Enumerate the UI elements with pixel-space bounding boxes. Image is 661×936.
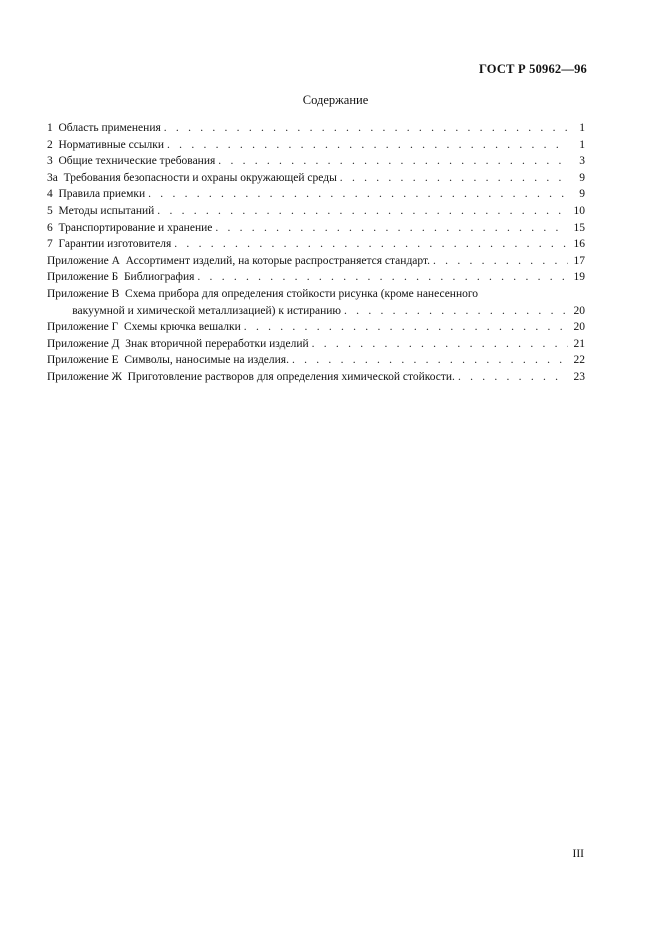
- toc-item[interactable]: [47, 220, 585, 237]
- toc-item-title: Область применения: [58, 122, 161, 134]
- toc-item-page: 17: [573, 254, 585, 267]
- toc-leader-dots: [458, 369, 568, 386]
- toc-item-title: Библиография: [123, 271, 195, 284]
- toc-item[interactable]: [47, 120, 585, 137]
- toc-item-number: 5: [47, 204, 53, 217]
- toc-item-number: Приложение Е: [47, 354, 119, 367]
- toc-item-title: Схемы крючка вешалки: [124, 321, 241, 334]
- toc-item-title: Методы испытаний: [58, 204, 155, 217]
- toc-leader-dots: [157, 203, 568, 220]
- toc-item-number: 2: [47, 138, 53, 151]
- toc-item-number: Приложение Г: [47, 321, 119, 334]
- toc-item-number: Приложение А: [47, 254, 120, 267]
- toc-item[interactable]: [47, 153, 585, 170]
- toc-leader-dots: [312, 336, 568, 353]
- toc-item-number: Приложение Д: [47, 337, 120, 350]
- toc-leader-dots: [148, 186, 568, 203]
- toc-item-number: 1: [47, 122, 53, 134]
- toc-item-page: 20: [573, 304, 585, 317]
- toc-leader-dots: [197, 269, 568, 286]
- toc-leader-dots: [244, 319, 568, 336]
- toc-item-number: 4: [47, 188, 53, 201]
- toc-item-title: Знак вторичной переработки изделий: [125, 337, 309, 350]
- toc-item-page: 9: [579, 171, 585, 184]
- toc-leader-dots: [167, 137, 568, 154]
- toc-item-title: Символы, наносимые на изделия.: [124, 354, 289, 367]
- toc-item-continuation[interactable]: [47, 303, 585, 320]
- toc-leader-dots: [164, 120, 568, 137]
- page-number: III: [572, 848, 584, 860]
- toc-item[interactable]: [47, 137, 585, 154]
- toc-item[interactable]: [47, 369, 585, 386]
- toc-item-page: 1: [579, 122, 585, 134]
- toc-item[interactable]: [47, 253, 585, 270]
- toc-item-page: 23: [573, 370, 585, 383]
- toc-item[interactable]: [47, 336, 585, 353]
- toc-item-title: Нормативные ссылки: [58, 138, 165, 151]
- toc-item-number: 3: [47, 155, 53, 168]
- toc-item[interactable]: [47, 352, 585, 369]
- toc-leader-dots: [218, 153, 568, 170]
- toc-item[interactable]: [47, 186, 585, 203]
- toc-item-number: Приложение Б: [47, 271, 119, 284]
- toc-item-title: Общие технические требования: [58, 155, 216, 168]
- toc-leader-dots: [433, 253, 568, 270]
- toc-title: Содержание: [302, 93, 369, 107]
- toc-item-title: Транспортирование и хранение: [58, 221, 213, 234]
- toc-item-title: Правила приемки: [58, 188, 146, 201]
- toc-leader-dots: [340, 170, 568, 187]
- toc-leader-dots: [292, 352, 568, 369]
- toc-item-number: Приложение В: [47, 287, 120, 300]
- toc-item-page: 21: [573, 337, 585, 350]
- toc-item[interactable]: [47, 203, 585, 220]
- toc-item-title: Ассортимент изделий, на которые распространяется стандарт.: [125, 254, 431, 267]
- toc-item-page: 1: [579, 138, 585, 151]
- toc-leader-dots: [174, 236, 568, 253]
- toc-item-page: 10: [573, 204, 585, 217]
- toc-leader-dots: [215, 220, 568, 237]
- toc-item-page: 3: [579, 155, 585, 168]
- toc-item[interactable]: [47, 319, 585, 336]
- toc-item-page: 16: [573, 238, 585, 251]
- toc-item-title: Схема прибора для определения стойкости рисунка (кроме нанесенного: [125, 287, 479, 300]
- toc-item-title: Гарантии изготовителя: [58, 238, 172, 251]
- toc-item[interactable]: [47, 170, 585, 187]
- toc-item-number: 6: [47, 221, 53, 234]
- toc-item-title-continuation: вакуумной и химической металлизацией) к истиранию: [72, 304, 342, 317]
- toc-item-title: Требования безопасности и охраны окружающей среды: [63, 171, 337, 184]
- toc-item-page: 19: [573, 271, 585, 284]
- document-code: ГОСТ Р 50962—96: [478, 62, 587, 76]
- toc-item[interactable]: [47, 286, 585, 303]
- toc-item-page: 22: [573, 354, 585, 367]
- toc-item-number: 3а: [47, 171, 58, 184]
- toc-item[interactable]: [47, 269, 585, 286]
- toc-item-page: 9: [579, 188, 585, 201]
- toc-item-title: Приготовление растворов для определения химической стойкости.: [127, 370, 455, 383]
- toc-item-page: 20: [573, 321, 585, 334]
- toc-item[interactable]: [47, 236, 585, 253]
- toc-item-number: 7: [47, 238, 53, 251]
- toc-item-number: Приложение Ж: [47, 370, 122, 383]
- table-of-contents: [47, 120, 585, 386]
- toc-item-page: 15: [573, 221, 585, 234]
- toc-leader-dots: [344, 303, 568, 320]
